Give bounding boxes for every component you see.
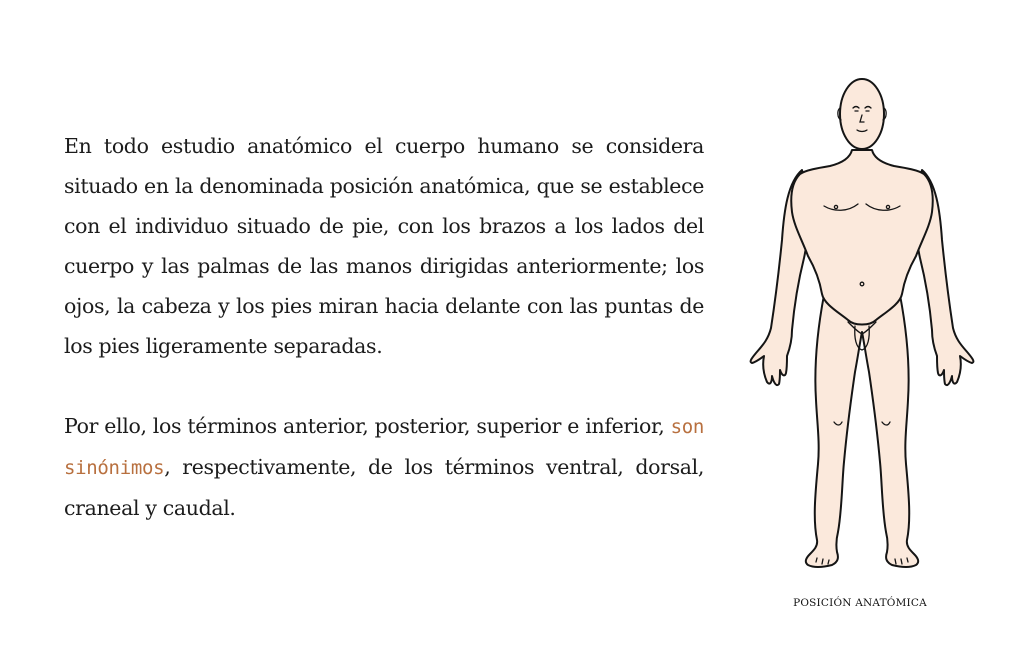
highlighted-link-son-sinonimos[interactable]: son sinónimos — [64, 416, 704, 479]
human-body-icon — [744, 70, 980, 580]
body-text — [64, 126, 704, 528]
paragraph-synonyms-end: , respectivamente, de los términos ventral, dorsal, craneal y caudal. — [64, 455, 704, 520]
anatomical-position-figure — [744, 70, 980, 580]
paragraph-synonyms-start: Por ello, los términos anterior, posterior, superior e inferior, — [64, 414, 665, 438]
paragraph-synonyms — [64, 406, 704, 528]
paragraph-anatomical-position: En todo estudio anatómico el cuerpo humano se considera situado en la denominada posición anatómica, que se establece con el individuo situado de pie, con los brazos a los lados del cuerpo y las palmas de las manos dirigidas anteriormente; los ojos, la cabeza y los pies miran hacia delante con las puntas de los pies ligeramente separadas. — [64, 134, 704, 358]
figure-caption: POSICIÓN ANATÓMICA — [793, 597, 927, 609]
